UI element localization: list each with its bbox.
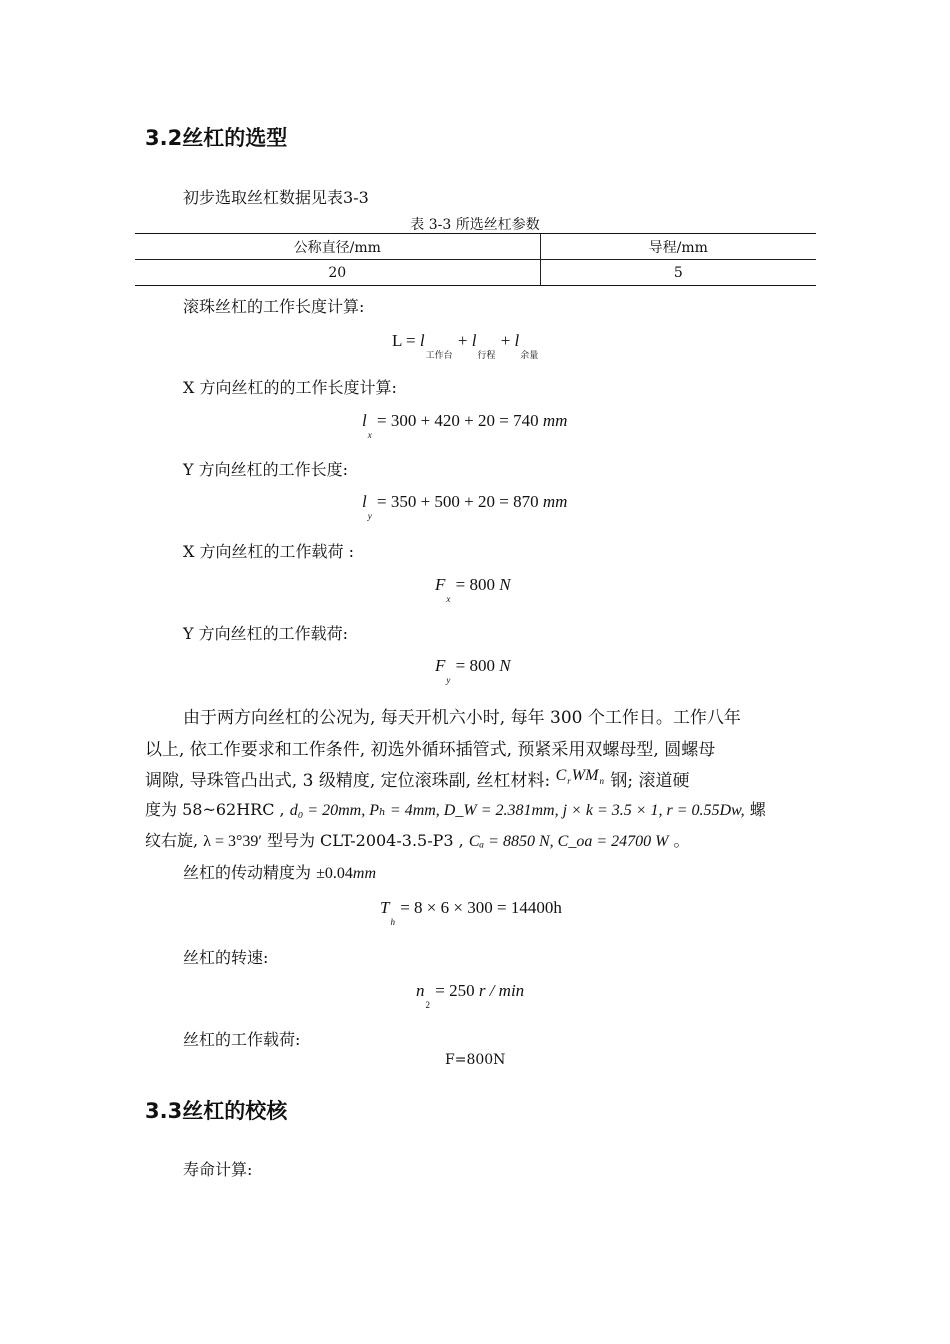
speed-title: 丝杠的转速: xyxy=(183,948,269,967)
y-load-title: Y 方向丝杠的工作载荷: xyxy=(183,624,349,643)
eq-var: T xyxy=(380,898,390,917)
accuracy-unit: mm xyxy=(352,865,376,882)
x-load-title: X 方向丝杠的工作载荷 : xyxy=(183,542,354,561)
material-symbol: C xyxy=(555,767,567,784)
table-header-row xyxy=(135,234,816,260)
equation-f: F=800N xyxy=(445,1052,506,1068)
eq-var: l xyxy=(362,411,367,430)
material-sub: r xyxy=(567,776,571,786)
table-row xyxy=(135,260,816,286)
eq-rhs: = 800 xyxy=(455,656,495,675)
paragraph-text: 螺 xyxy=(749,800,766,819)
eq-var: l xyxy=(362,492,367,511)
paragraph-line-2: 以上, 依工作要求和工作条件, 初选外循环插管式, 预紧采用双螺母型, 圆螺母 xyxy=(145,740,716,760)
eq-rhs: = 8 × 6 × 300 = 14400h xyxy=(400,898,562,917)
life-calc-title: 寿命计算: xyxy=(183,1160,253,1179)
eq-subscript: y xyxy=(367,511,372,521)
eq-var: F xyxy=(435,575,446,594)
section-heading-3-3: 3.3丝杠的校核 xyxy=(145,1099,288,1123)
table-header-cell: 导程/mm xyxy=(540,234,816,260)
material-symbol: WM xyxy=(571,767,599,784)
eq-rhs: = 350 + 500 + 20 = 870 xyxy=(376,492,539,511)
load-rating-formula: Cₐ = 8850 N, C_oa = 24700 W xyxy=(468,833,669,850)
eq-unit: r / min xyxy=(478,981,525,1000)
paragraph-text: 纹右旋, xyxy=(145,831,199,850)
eq-unit: mm xyxy=(542,492,568,511)
accuracy-value: ±0.04 xyxy=(316,865,353,882)
eq-unit: N xyxy=(499,656,511,675)
eq-unit: mm xyxy=(542,411,568,430)
table-cell: 5 xyxy=(540,260,816,286)
paragraph-line-5 xyxy=(145,828,690,851)
eq-var: F xyxy=(435,656,446,675)
load-title: 丝杠的工作载荷: xyxy=(183,1030,301,1049)
spec-formula: d₀ = 20mm, Pₕ = 4mm, D_W = 2.381mm, j × k = 3.5 × 1, r = 0.55Dw, xyxy=(289,802,745,819)
equation-lx xyxy=(362,411,568,440)
eq-subscript: 2 xyxy=(425,1000,430,1010)
paragraph-line-3 xyxy=(145,766,689,791)
paragraph-text: 度为 58~62HRC , xyxy=(145,800,285,819)
eq-var: n xyxy=(416,981,425,1000)
equation-ly xyxy=(362,492,568,521)
lead-angle: λ = 3°39′ xyxy=(203,833,262,850)
equation-th xyxy=(380,898,562,927)
paragraph-line-1: 由于两方向丝杠的公况为, 每天开机六小时, 每年 300 个工作日。工作八年 xyxy=(183,708,741,728)
eq-rhs: = 300 + 420 + 20 = 740 xyxy=(376,411,539,430)
section-heading-3-2: 3.2丝杠的选型 xyxy=(145,126,288,150)
table-caption: 表 3-3 所选丝杠参数 xyxy=(410,217,540,233)
material-sub: n xyxy=(599,776,604,786)
table-cell: 20 xyxy=(135,260,540,286)
paragraph-text: 钢; 滚道硬 xyxy=(610,771,690,791)
eq-subscript: x xyxy=(367,430,372,440)
material-formula xyxy=(556,767,605,784)
eq-var: l xyxy=(514,331,520,350)
parameter-table xyxy=(135,233,816,286)
equation-fx xyxy=(435,575,511,604)
intro-text: 初步选取丝杠数据见表3-3 xyxy=(183,188,369,207)
eq-var: l xyxy=(471,331,477,350)
eq-var: l xyxy=(419,331,425,350)
eq-unit: N xyxy=(499,575,511,594)
table-header-cell: 公称直径/mm xyxy=(135,234,540,260)
equation-n2 xyxy=(416,981,525,1010)
accuracy-line xyxy=(183,860,376,883)
eq-rhs: = 800 xyxy=(455,575,495,594)
equation-fy xyxy=(435,656,511,685)
paragraph-text: 调隙, 导珠管凸出式, 3 级精度, 定位滚珠副, 丝杠材料: xyxy=(145,771,551,791)
accuracy-text: 丝杠的传动精度为 xyxy=(183,863,312,882)
eq-lhs: L = xyxy=(392,331,420,350)
y-length-title: Y 方向丝杠的工作长度: xyxy=(183,460,349,479)
eq-subscript: y xyxy=(446,675,451,685)
paragraph-text: 型号为 CLT-2004-3.5-P3 , xyxy=(266,831,464,850)
eq-subscript: x xyxy=(446,594,451,604)
eq-subscript: h xyxy=(390,917,395,927)
eq-subscript: 余量 xyxy=(520,350,539,360)
calc-title: 滚珠丝杠的工作长度计算: xyxy=(183,297,365,316)
paragraph-text: 。 xyxy=(673,831,690,850)
paragraph-line-4 xyxy=(145,797,766,820)
equation-length-total: $L = l_{工作台} + l_{行程} + l_{余量}$ xyxy=(392,331,539,360)
eq-subscript: 行程 xyxy=(477,350,496,360)
x-length-title: X 方向丝杠的的工作长度计算: xyxy=(183,378,397,397)
eq-rhs: = 250 xyxy=(435,981,475,1000)
eq-subscript: 工作台 xyxy=(425,350,453,360)
